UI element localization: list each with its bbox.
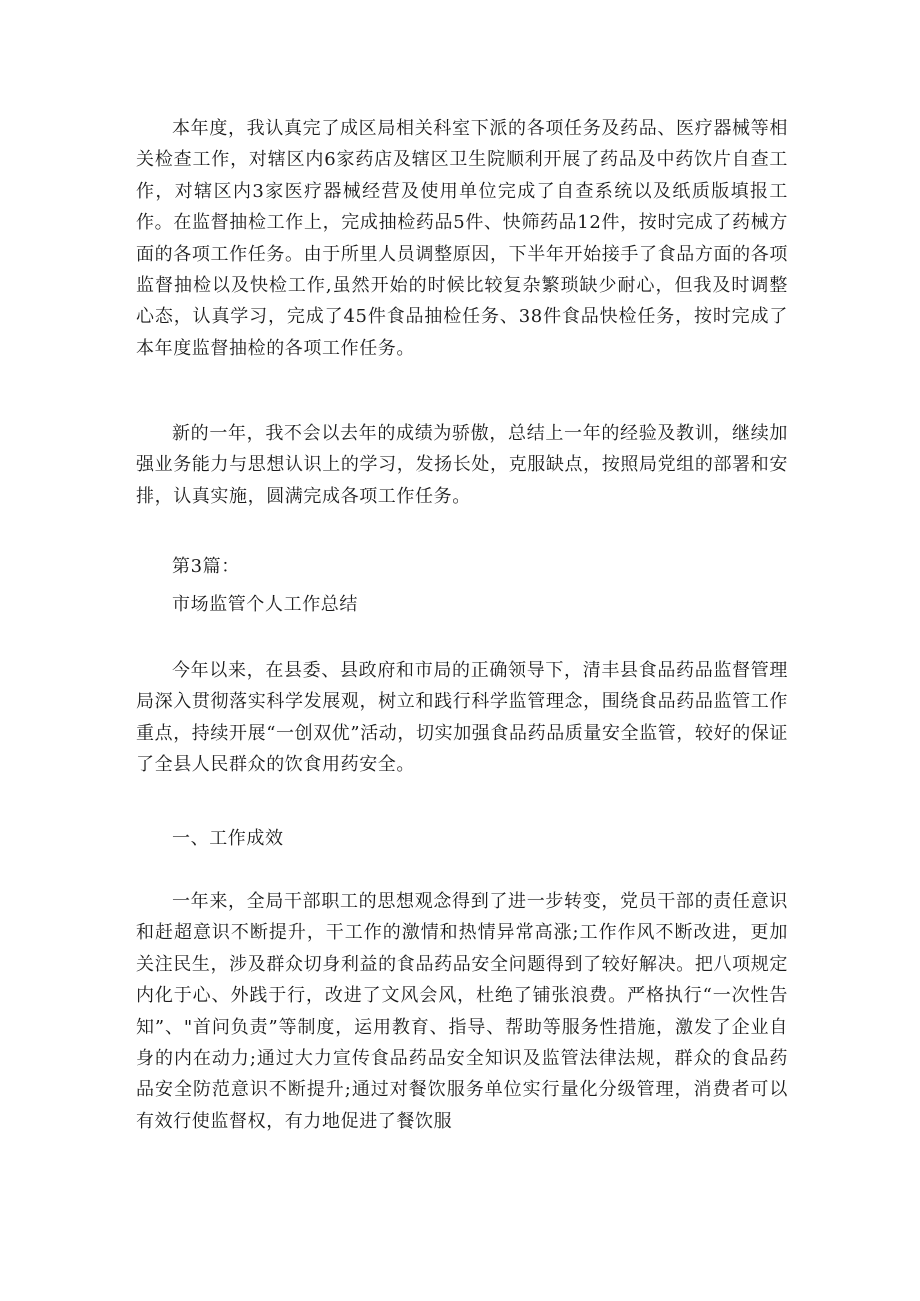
paragraph-annual-work: 本年度，我认真完了成区局相关科室下派的各项任务及药品、医疗器械等相关检查工作，对辖区内6家药店及辖区卫生院顺利开展了药品及中药饮片自查工作，对辖区内3家医疗器械经营及使用单位完成了自查系统以及纸质版填报工作。在监督抽检工作上，完成抽检药品5件、快筛药品12件，按时完成了药械方面的各项工作任务。由于所里人员调整原因，下半年开始接手了食品方面的各项监督抽检以及快检工作,虽然开始的时候比较复杂繁琐缺少耐心，但我及时调整心态，认真学习，完成了45件食品抽检任务、38件食品快检任务，按时完成了本年度监督抽检的各项工作任务。 <box>136 118 788 359</box>
paragraph-new-year: 新的一年，我不会以去年的成绩为骄傲，总结上一年的经验及教训，继续加强业务能力与思想认识上的学习，发扬长处，克服缺点，按照局党组的部署和安排，认真实施，圆满完成各项工作任务。 <box>136 423 788 507</box>
paragraph-intro: 今年以来，在县委、县政府和市局的正确领导下，清丰县食品药品监督管理局深入贯彻落实科学发展观，树立和践行科学监管理念，围绕食品药品监管工作重点，持续开展“一创双优”活动，切实加强食品药品质量安全监管，较好的保证了全县人民群众的饮食用药安全。 <box>136 660 789 776</box>
chapter-title: 市场监管个人工作总结 <box>172 594 358 615</box>
section-heading: 一、工作成效 <box>172 828 284 849</box>
paragraph-results: 一年来，全局干部职工的思想观念得到了进一步转变，党员干部的责任意识和赶超意识不断提升，干工作的激情和热情异常高涨;工作作风不断改进，更加关注民生，涉及群众切身利益的食品药品安全问题得到了较好解决。把八项规定内化于心、外践于行，改进了文风会风，杜绝了铺张浪费。严格执行“一次性告知”、"首问负责”等制度，运用教育、指导、帮助等服务性措施，激发了企业自身的内在动力;通过大力宣传食品药品安全知识及监管法律法规，群众的食品药品安全防范意识不断提升;通过对餐饮服务单位实行量化分级管理，消费者可以有效行使监督权，有力地促进了餐饮服 <box>136 891 788 1132</box>
chapter-label: 第3篇： <box>172 556 240 577</box>
